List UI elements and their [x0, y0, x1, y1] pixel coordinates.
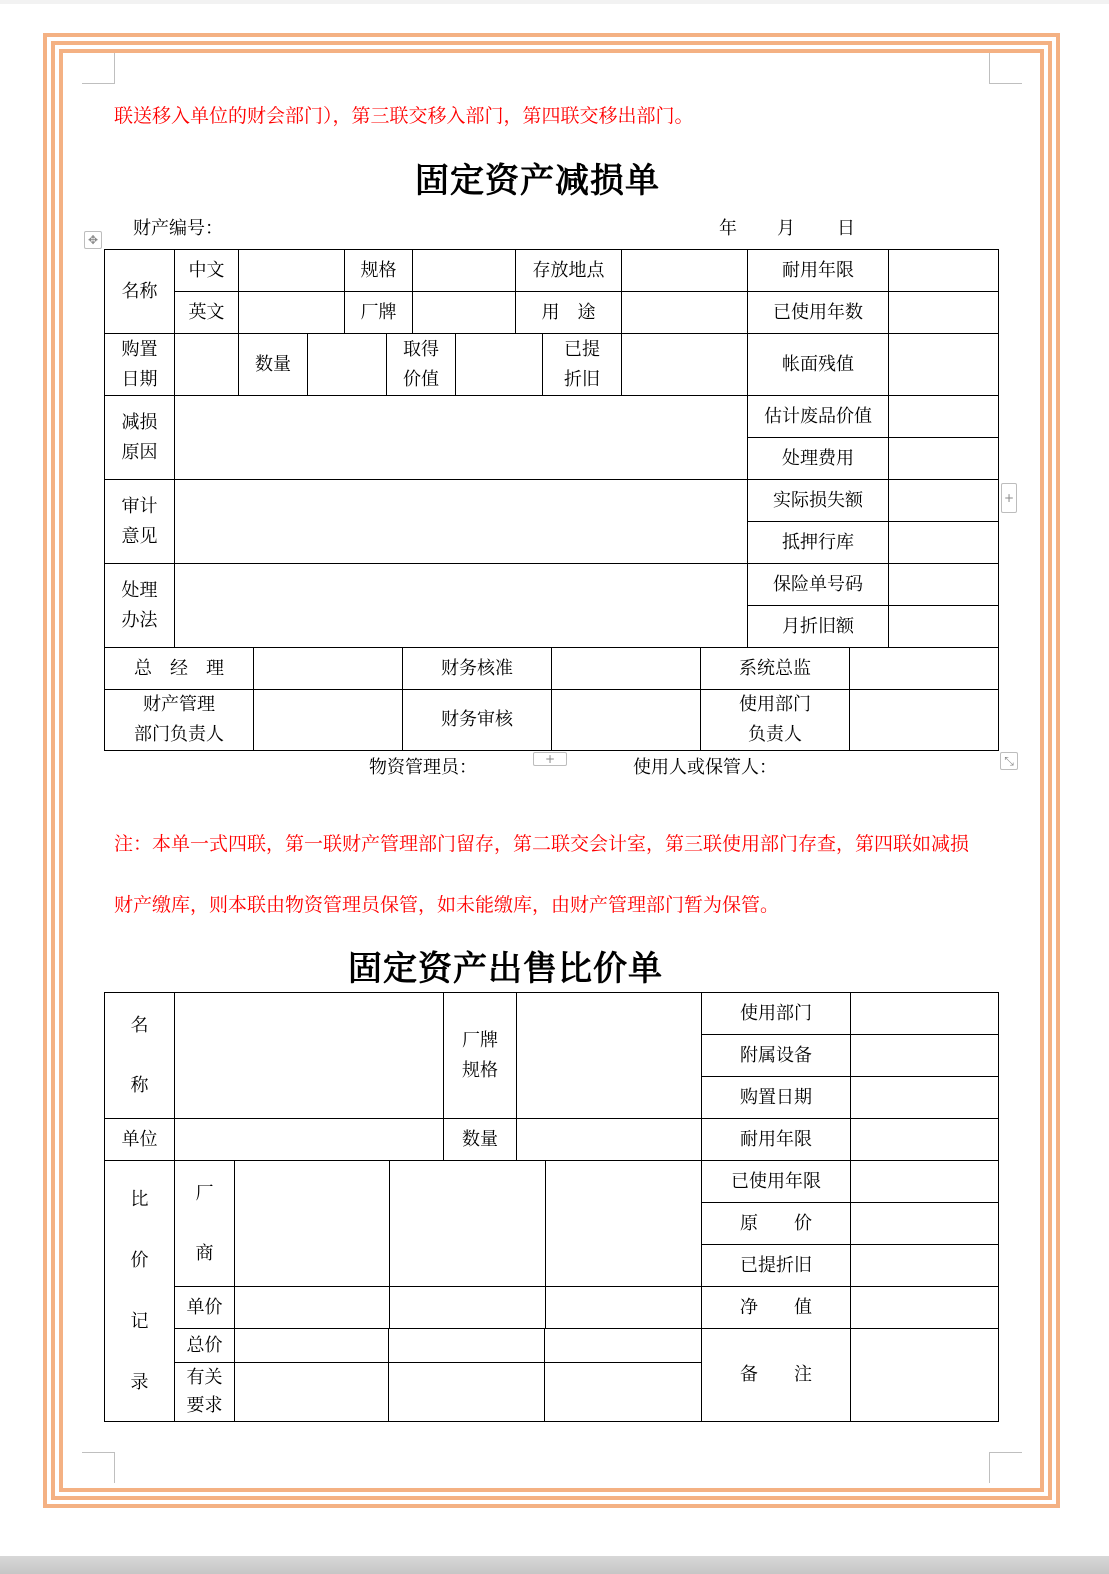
cell-name-value[interactable] [174, 992, 444, 1119]
cell-user-dept-label: 使用部门 [701, 992, 851, 1035]
cell-method-label: 处理 办法 [104, 563, 175, 648]
cell-depr-value[interactable] [850, 1244, 999, 1287]
table-resize-handle[interactable] [1000, 752, 1018, 770]
cell-requirements-3-value[interactable] [544, 1362, 702, 1422]
cell-monthly-depr-label: 月折旧额 [747, 605, 889, 648]
cell-net-value-value[interactable] [850, 1286, 999, 1329]
cell-useful-life-label: 耐用年限 [701, 1118, 851, 1161]
crop-mark-top-left [82, 53, 115, 84]
cell-book-residual-label: 帐面残值 [747, 333, 889, 396]
cell-attached-equip-label: 附属设备 [701, 1034, 851, 1077]
top-note: 联送移入单位的财会部门），第三联交移入部门，第四联交移出部门。 [114, 105, 694, 127]
move-icon: ✥ [87, 233, 99, 247]
cell-requirements-label: 有关 要求 [174, 1362, 235, 1422]
cell-location-label: 存放地点 [515, 249, 622, 292]
cell-user-dept-value[interactable] [850, 992, 999, 1035]
cell-reason-label: 减损 原因 [104, 395, 175, 480]
cell-asset-mgr-value[interactable] [253, 689, 403, 751]
plus-icon: + [1003, 491, 1015, 505]
cell-unit-price-3-value[interactable] [545, 1286, 702, 1329]
cell-useful-life-value[interactable] [888, 249, 999, 292]
cell-user-dept-label: 使用部门 负责人 [700, 689, 850, 751]
cell-usage-value[interactable] [621, 291, 748, 334]
cell-location-value[interactable] [621, 249, 748, 292]
bottom-scroll-bar[interactable] [0, 1556, 1109, 1574]
resize-icon: ⤡ [1004, 753, 1014, 768]
cell-scrap-value-label: 估计废品价值 [747, 395, 889, 438]
cell-purchase-date-value[interactable] [850, 1076, 999, 1119]
cell-mortgage-bank-value[interactable] [888, 521, 999, 564]
cell-spec-value[interactable] [412, 249, 516, 292]
cell-chinese-label: 中文 [174, 249, 239, 292]
cell-years-used-value[interactable] [850, 1160, 999, 1203]
cell-finance-review-value[interactable] [551, 689, 701, 751]
cell-unit-price-label: 单价 [174, 1286, 235, 1329]
cell-handling-fee-value[interactable] [888, 437, 999, 480]
cell-book-residual-value[interactable] [888, 333, 999, 396]
table-move-handle[interactable] [84, 231, 102, 249]
cell-years-used-label: 已使用年数 [747, 291, 889, 334]
cell-user-dept-value[interactable] [849, 689, 999, 751]
cell-insurance-no-value[interactable] [888, 563, 999, 606]
cell-purchase-date-label: 购置日期 [701, 1076, 851, 1119]
add-column-button[interactable] [1001, 483, 1017, 513]
cell-brand-value[interactable] [412, 291, 516, 334]
material-admin-label: 物资管理员： [369, 757, 477, 778]
cell-reason-value[interactable] [174, 395, 748, 480]
cell-gm-label: 总 经 理 [104, 647, 254, 690]
cell-chinese-value[interactable] [238, 249, 345, 292]
crop-mark-bottom-right [989, 1452, 1022, 1483]
cell-handling-fee-label: 处理费用 [747, 437, 889, 480]
cell-scrap-value-value[interactable] [888, 395, 999, 438]
cell-vendor-label: 厂 商 [174, 1160, 235, 1287]
cell-purchase-date-value[interactable] [174, 333, 239, 396]
cell-remarks-label: 备 注 [701, 1328, 851, 1422]
date-year-label: 年 [719, 218, 737, 239]
cell-insurance-no-label: 保险单号码 [747, 563, 889, 606]
cell-quantity-label: 数量 [443, 1118, 517, 1161]
cell-depreciation-label: 已提 折旧 [542, 333, 622, 396]
crop-mark-bottom-left [82, 1452, 115, 1483]
cell-quantity-value[interactable] [307, 333, 387, 396]
cell-finance-approve-label: 财务核准 [402, 647, 552, 690]
cell-sys-director-label: 系统总监 [700, 647, 850, 690]
cell-actual-loss-label: 实际损失额 [747, 479, 889, 522]
cell-name-label: 名称 [104, 249, 175, 334]
cell-name-label: 名 称 [104, 992, 175, 1119]
asset-number-label: 财产编号： [133, 218, 223, 239]
plus-icon: + [544, 752, 556, 766]
cell-finance-approve-value[interactable] [551, 647, 701, 690]
cell-brand-spec-label: 厂牌 规格 [443, 992, 517, 1119]
cell-original-price-value[interactable] [850, 1202, 999, 1245]
form1-title: 固定资产减损单 [415, 161, 660, 201]
date-day-label: 日 [837, 218, 855, 239]
cell-years-used-value[interactable] [888, 291, 999, 334]
crop-mark-top-right [989, 53, 1022, 84]
cell-audit-label: 审计 意见 [104, 479, 175, 564]
cell-remarks-value[interactable] [850, 1328, 999, 1422]
cell-vendor-3-value[interactable] [545, 1160, 702, 1287]
cell-record-label: 比 价 记 录 [104, 1160, 175, 1422]
cell-unit-value[interactable] [174, 1118, 444, 1161]
cell-english-value[interactable] [238, 291, 345, 334]
cell-unit-label: 单位 [104, 1118, 175, 1161]
window-top-strip [0, 0, 1109, 4]
cell-monthly-depr-value[interactable] [888, 605, 999, 648]
cell-depr-label: 已提折旧 [701, 1244, 851, 1287]
cell-unit-price-1-value[interactable] [234, 1286, 390, 1329]
cell-total-price-2-value[interactable] [388, 1328, 545, 1363]
cell-unit-price-2-value[interactable] [389, 1286, 546, 1329]
cell-mortgage-bank-label: 抵押行库 [747, 521, 889, 564]
cell-method-value[interactable] [174, 563, 748, 648]
cell-brand-spec-value[interactable] [516, 992, 702, 1119]
cell-finance-review-label: 财务审核 [402, 689, 552, 751]
cell-original-price-label: 原 价 [701, 1202, 851, 1245]
cell-useful-life-label: 耐用年限 [747, 249, 889, 292]
cell-audit-value[interactable] [174, 479, 748, 564]
cell-brand-label: 厂牌 [344, 291, 413, 334]
cell-total-price-label: 总价 [174, 1328, 235, 1363]
cell-sys-director-value[interactable] [849, 647, 999, 690]
cell-purchase-date-label: 购置 日期 [104, 333, 175, 396]
cell-quantity-label: 数量 [238, 333, 308, 396]
cell-quantity-value[interactable] [516, 1118, 702, 1161]
cell-requirements-2-value[interactable] [388, 1362, 545, 1422]
user-keeper-label: 使用人或保管人： [633, 757, 777, 778]
note-line-2: 财产缴库，则本联由物资管理员保管，如未能缴库，由财产管理部门暂为保管。 [114, 894, 780, 916]
cell-gm-value[interactable] [253, 647, 403, 690]
cell-english-label: 英文 [174, 291, 239, 334]
cell-asset-mgr-label: 财产管理 部门负责人 [104, 689, 254, 751]
form2-title: 固定资产出售比价单 [348, 949, 663, 989]
cell-vendor-1-value[interactable] [234, 1160, 390, 1287]
date-month-label: 月 [777, 218, 795, 239]
cell-depreciation-value[interactable] [621, 333, 748, 396]
cell-net-value-label: 净 值 [701, 1286, 851, 1329]
cell-total-price-3-value[interactable] [544, 1328, 702, 1363]
cell-years-used-label: 已使用年限 [701, 1160, 851, 1203]
note-line-1: 注：本单一式四联，第一联财产管理部门留存，第二联交会计室，第三联使用部门存查，第四联如减损 [114, 833, 970, 855]
cell-spec-label: 规格 [344, 249, 413, 292]
add-row-button[interactable] [533, 752, 567, 766]
cell-vendor-2-value[interactable] [389, 1160, 546, 1287]
cell-total-price-1-value[interactable] [234, 1328, 389, 1363]
cell-useful-life-value[interactable] [850, 1118, 999, 1161]
cell-usage-label: 用 途 [515, 291, 622, 334]
cell-requirements-1-value[interactable] [234, 1362, 389, 1422]
cell-actual-loss-value[interactable] [888, 479, 999, 522]
cell-acquisition-value-value[interactable] [455, 333, 543, 396]
cell-acquisition-value-label: 取得 价值 [386, 333, 456, 396]
cell-attached-equip-value[interactable] [850, 1034, 999, 1077]
